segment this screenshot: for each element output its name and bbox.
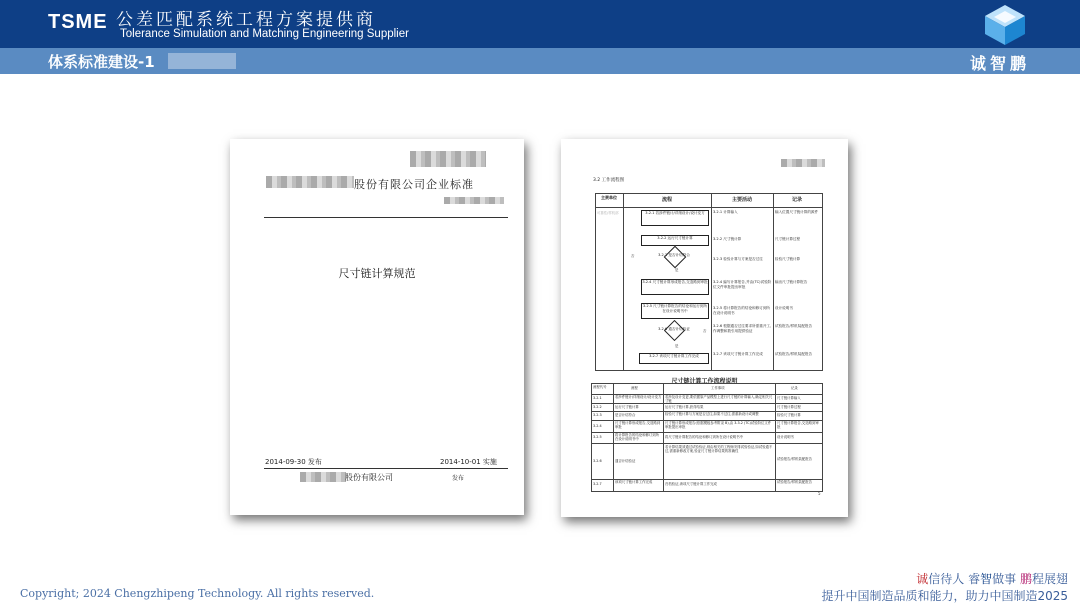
table-cell: 尺寸链计算形成报告,交造路到审批: [615, 421, 661, 430]
redacted-block: [266, 176, 354, 188]
table-cell: 检验尺寸链计算: [777, 413, 801, 417]
publisher-name: 股份有限公司: [345, 473, 393, 482]
record-item: 设计说明书: [775, 306, 793, 310]
table-cell: 设计说明书: [777, 435, 794, 439]
table-cell: 检验尺寸链计算与方案是否过往,如果不过往,需重新设计或调整: [665, 412, 759, 416]
table-cell: 运行尺寸链计算: [615, 405, 639, 409]
activity-item: 3.2.4 编写计算报告,并由(TC)试验阶位文件审批提出审批: [713, 280, 772, 289]
activity-item: 3.2.5 将计算报告的结论和修订到所在设计说明书: [713, 306, 771, 315]
divider: [264, 217, 508, 218]
activity-item: 3.2.3 检验计算与方案是否过往: [713, 257, 763, 261]
record-item: 试验报告/样机装配报告: [775, 324, 813, 328]
table-cell: 3.2.6: [593, 459, 602, 463]
table-cell: 尺寸链计算过程: [777, 405, 801, 409]
divider: [264, 468, 508, 469]
divider: [623, 193, 624, 370]
brand-name: TSME: [48, 11, 108, 33]
table-cell: 试验报告/样机装配报告: [777, 457, 813, 461]
divider: [773, 193, 774, 370]
table-cell: 试验报告/样机装配报告: [777, 480, 813, 484]
table-cell: 该项尺寸链计算工作完成: [615, 480, 653, 484]
table-cell: 是否计结符合: [615, 413, 636, 417]
motto-part: 智: [980, 572, 993, 586]
divider: [663, 383, 664, 491]
record-item: 输出尺寸链计算报告: [775, 280, 808, 284]
copyright-text: Copyright; 2024 Chengzhipeng Technology. All rights reserved.: [20, 587, 375, 600]
document-flow-page: [561, 139, 848, 517]
flow-header-process: 流程: [661, 197, 672, 203]
activity-item: 3.2.2 尺寸链计算: [713, 237, 742, 241]
flow-step: 3.2.4 尺寸链计算形成报告,交造路到审批: [641, 279, 709, 295]
activity-item: 3.2.6 根据通否过往要求所需重开工,作调整和数引用提供验证: [713, 324, 772, 333]
process-table-title: 尺寸链计算工作流程说明: [671, 378, 738, 385]
flow-yes-label: 是: [675, 344, 679, 348]
owner-text: 可靠性/样机部: [597, 211, 619, 215]
table-cell: 3.2.1: [593, 396, 602, 400]
divider: [595, 207, 822, 208]
flow-step: 3.2.2 运行尺寸链计算: [641, 235, 709, 246]
top-header-bar: [0, 0, 1080, 48]
flow-header-owner: 主责单位: [601, 195, 617, 200]
document-title: 尺寸链计算规范: [338, 267, 416, 280]
record-item: 输入位置尺寸链计算的源件: [775, 210, 819, 214]
record-item: 尺寸链计算过程: [775, 237, 801, 241]
divider: [711, 193, 712, 370]
flow-header-activity: 主要活动: [731, 197, 752, 203]
table-cell: 3.2.7: [593, 482, 602, 486]
divider: [613, 383, 614, 491]
page-number: 5: [818, 491, 821, 496]
sub-header-bar: [0, 48, 1080, 74]
company-motto: [916, 570, 1068, 587]
flow-step: 3.2.5 尺寸链计算报告的结论和运行到所在设计说明书中: [641, 303, 709, 319]
flow-step: 3.2.7 该项尺寸链计算工作完成: [639, 353, 709, 364]
company-name: 诚智鹏: [970, 54, 1031, 73]
table-cell: 3.2.2: [593, 405, 602, 409]
standard-heading: 股份有限公司企业标准: [354, 178, 474, 191]
flow-no-label: 否: [703, 329, 707, 333]
flow-yes-label: 是: [675, 268, 679, 272]
table-header: 工作事项: [711, 386, 725, 390]
document-cover-page: [230, 139, 524, 515]
motto-part: 做事: [992, 572, 1020, 586]
slogan-english: Tolerance Simulation and Matching Engineering Supplier: [120, 28, 409, 40]
record-item: 试验报告/样机装配报告: [775, 352, 813, 356]
motto-part: 诚: [916, 572, 929, 586]
table-cell: 将计算报告的结论和修订到所在设计说明书中: [615, 433, 660, 442]
table-header: 流程代号: [593, 385, 607, 389]
redacted-block: [168, 53, 236, 69]
redacted-block: [781, 159, 825, 167]
flow-section-title: 3.2 工作流程图: [593, 178, 625, 183]
flow-no-label: 否: [631, 254, 635, 258]
divider: [591, 443, 822, 444]
redacted-block: [444, 197, 504, 204]
table-cell: 若涉及设计变更,要依据原产品模型上进行尺寸链的计算输入,确定相关尺寸链: [665, 395, 773, 403]
section-title: 体系标准建设-1: [48, 53, 155, 71]
divider: [775, 383, 776, 491]
table-cell: 尺寸链计算报告,交造路到审批: [777, 421, 819, 430]
slogan-chinese: 公差匹配系统工程方案提供商: [116, 10, 376, 30]
flow-step: 3.2.6 通否计结验证: [658, 327, 690, 331]
divider: [591, 403, 822, 404]
table-cell: 尺寸链计算形成报告(依据模板参考附录 B),由 3.3.2 (TC)试验阶位文件审批提出审批: [665, 421, 772, 430]
implement-date: 2014-10-01 实施: [440, 458, 497, 466]
table-cell: 3.2.3: [593, 413, 602, 417]
motto-part: 程展翅: [1031, 572, 1068, 586]
flow-step: 3.2.3 是否计结符合: [658, 253, 690, 257]
table-cell: 若涉件链计/详细设计/设计变方: [615, 395, 662, 399]
flow-header-record: 记录: [791, 197, 802, 203]
flow-step: 3.2.1 若涉件链计/详细设计/设计变方: [641, 210, 709, 226]
table-cell: 3.2.4: [593, 424, 602, 428]
activity-item: 3.2.1 计算输入: [713, 210, 738, 214]
activity-item: 3.2.7 该项尺寸链计算工作完成: [713, 352, 763, 356]
cube-logo-icon: [982, 3, 1028, 47]
table-cell: 3.2.5: [593, 435, 602, 439]
table-cell: 将尺寸链计算报告的结论和修订到所在设计说明书中: [665, 435, 743, 439]
publish-date: 2014-09-30 发布: [265, 458, 322, 466]
mission-statement: 提升中国制造品质和能力，助力中国制造2025: [821, 589, 1068, 603]
motto-part: 信待人 睿: [928, 572, 981, 586]
table-cell: 尺寸链计算输入: [777, 396, 801, 400]
publish-label: 发布: [452, 475, 465, 482]
record-item: 检验尺寸链计算: [775, 257, 801, 261]
table-cell: 通否计结验证: [615, 459, 636, 463]
table-cell: 归档验证,该项尺寸链计算工作完成: [665, 482, 717, 486]
table-cell: 若计算结果须通过试验验证,则由相关的工程师安排试验验证,如试验通不过,需重新修改方案,验证尺寸链计算结果的准确性: [665, 445, 773, 454]
redacted-block: [410, 151, 486, 167]
table-header: 记录: [791, 386, 798, 390]
table-header: 流程: [631, 386, 638, 390]
table-cell: 运行尺寸链计算,获得结果: [665, 405, 704, 409]
motto-part: 鹏: [1019, 572, 1032, 586]
redacted-block: [300, 472, 346, 482]
